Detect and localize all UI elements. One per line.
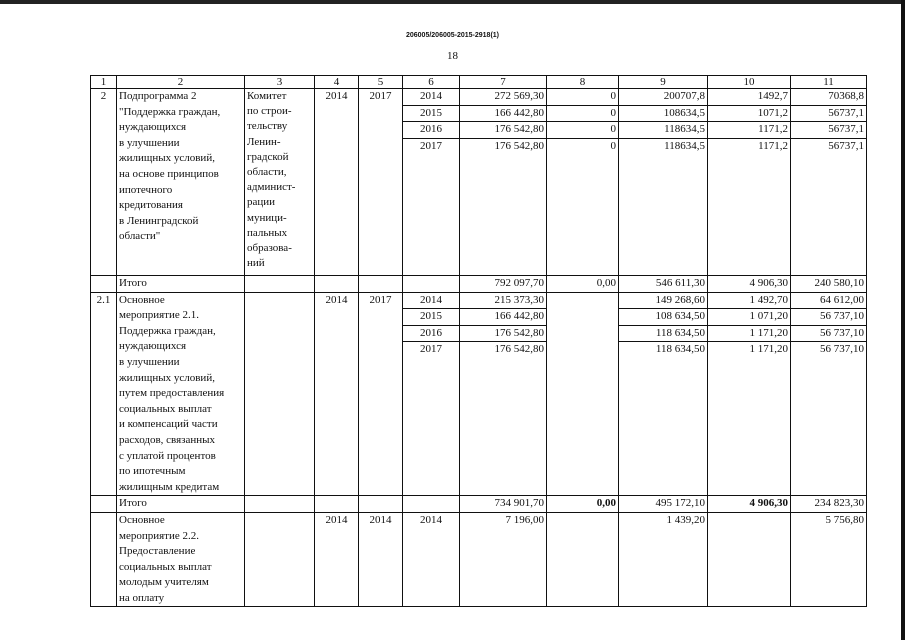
row-number: 2.1 bbox=[91, 292, 117, 496]
header-cell: 6 bbox=[403, 76, 460, 89]
total-amount: 4 906,30 bbox=[708, 496, 791, 513]
name-line: области" bbox=[119, 230, 161, 243]
total-row bbox=[91, 276, 867, 293]
total-amount: 0,00 bbox=[547, 276, 619, 293]
subprogram-name bbox=[117, 89, 245, 276]
amount: 64 612,00 bbox=[820, 293, 864, 306]
header-cell: 4 bbox=[315, 76, 359, 89]
col9-cell bbox=[619, 89, 708, 276]
amount: 166 442,80 bbox=[494, 310, 544, 323]
year: 2017 bbox=[420, 343, 442, 356]
col10-cell bbox=[708, 292, 791, 496]
header-cell: 1 bbox=[91, 76, 117, 89]
col10-cell bbox=[708, 89, 791, 276]
year: 2017 bbox=[420, 139, 442, 152]
executor-line: градской bbox=[247, 150, 289, 163]
name-line: нуждающихся bbox=[119, 340, 187, 353]
name-line: расходов, связанных bbox=[119, 433, 216, 446]
name-line: ипотечного bbox=[119, 183, 173, 196]
amount: 200707,8 bbox=[663, 90, 705, 102]
year: 2014 bbox=[403, 512, 460, 607]
header-cell: 2 bbox=[117, 76, 245, 89]
header-cell: 11 bbox=[791, 76, 867, 89]
amount: 1 492,70 bbox=[749, 293, 788, 306]
name-line: кредитования bbox=[119, 199, 183, 212]
year: 2014 bbox=[420, 90, 442, 102]
total-row bbox=[91, 496, 867, 513]
col11-cell bbox=[791, 89, 867, 276]
year: 2015 bbox=[420, 106, 442, 119]
total-amount: 734 901,70 bbox=[460, 496, 547, 513]
amount: 1171,2 bbox=[758, 139, 788, 152]
amount: 0 bbox=[610, 106, 616, 119]
name-line: в Ленинградской bbox=[119, 214, 199, 227]
executor-line: рации bbox=[247, 196, 276, 209]
amount: 1492,7 bbox=[757, 90, 788, 102]
scan-edge-right bbox=[901, 0, 905, 640]
name-line: на оплату bbox=[119, 591, 165, 604]
amount: 176 542,80 bbox=[494, 139, 544, 152]
amount: 1171,2 bbox=[758, 123, 788, 136]
year: 2015 bbox=[420, 310, 442, 323]
amount: 108634,5 bbox=[663, 106, 705, 119]
amount: 56737,1 bbox=[828, 106, 864, 119]
name-line: в улучшении bbox=[119, 355, 180, 368]
amount: 56 737,10 bbox=[820, 343, 864, 356]
years-cell bbox=[403, 292, 460, 496]
executor-line: Ленин- bbox=[247, 135, 281, 148]
executor-line: ний bbox=[247, 257, 265, 270]
row-number: 2 bbox=[91, 89, 117, 276]
header-cell: 9 bbox=[619, 76, 708, 89]
amount: 272 569,30 bbox=[494, 90, 544, 102]
amount: 0 bbox=[610, 123, 616, 136]
name-line: с уплатой процентов bbox=[119, 449, 216, 462]
start-year: 2014 bbox=[315, 512, 359, 607]
col11-cell bbox=[791, 292, 867, 496]
header-cell: 3 bbox=[245, 76, 315, 89]
document-id: 206005/206005-2015-2918(1) bbox=[405, 32, 500, 39]
total-amount: 4 906,30 bbox=[708, 276, 791, 293]
end-year: 2014 bbox=[359, 512, 403, 607]
amount: 56737,1 bbox=[828, 139, 864, 152]
year: 2016 bbox=[420, 123, 442, 136]
measure-name bbox=[117, 512, 245, 607]
name-line: жилищных условий, bbox=[119, 152, 215, 165]
amount: 7 196,00 bbox=[460, 512, 547, 607]
amount: 56737,1 bbox=[828, 123, 864, 136]
page-number: 18 bbox=[447, 50, 458, 62]
name-line: на основе принципов bbox=[119, 167, 219, 180]
amount: 118634,5 bbox=[664, 139, 705, 152]
amount: 176 542,80 bbox=[494, 123, 544, 136]
name-line: Основное bbox=[119, 513, 165, 526]
total-amount: 792 097,70 bbox=[460, 276, 547, 293]
amount: 5 756,80 bbox=[791, 512, 867, 607]
executor-line: админист- bbox=[247, 181, 296, 194]
name-line: социальных выплат bbox=[119, 402, 212, 415]
start-year: 2014 bbox=[315, 292, 359, 496]
total-amount: 546 611,30 bbox=[619, 276, 708, 293]
name-line: в улучшении bbox=[119, 136, 180, 149]
total-amount: 234 823,30 bbox=[791, 496, 867, 513]
amount: 176 542,80 bbox=[494, 343, 544, 356]
name-line: нуждающихся bbox=[119, 121, 187, 134]
year: 2016 bbox=[420, 326, 442, 339]
header-cell: 7 bbox=[460, 76, 547, 89]
name-line: жилищным кредитам bbox=[119, 480, 220, 493]
executor-line: по строи- bbox=[247, 105, 292, 118]
total-amount: 495 172,10 bbox=[619, 496, 708, 513]
amount: 70368,8 bbox=[828, 90, 864, 102]
name-line: жилищных условий, bbox=[119, 371, 215, 384]
amount: 118 634,50 bbox=[655, 326, 705, 339]
name-line: мероприятие 2.1. bbox=[119, 309, 200, 322]
amount: 215 373,30 bbox=[494, 293, 544, 306]
executor-line: муници- bbox=[247, 211, 287, 224]
col9-cell bbox=[619, 292, 708, 496]
scan-edge-top bbox=[0, 0, 905, 4]
name-line: Поддержка граждан, bbox=[119, 324, 216, 337]
amount: 166 442,80 bbox=[494, 106, 544, 119]
end-year: 2017 bbox=[359, 89, 403, 276]
end-year: 2017 bbox=[359, 292, 403, 496]
amount: 56 737,10 bbox=[820, 310, 864, 323]
executor-line: пальных bbox=[247, 226, 288, 239]
amount: 149 268,60 bbox=[655, 293, 705, 306]
amount: 0 bbox=[610, 139, 616, 152]
amount: 1 439,20 bbox=[619, 512, 708, 607]
year: 2014 bbox=[420, 293, 442, 306]
name-line: "Поддержка граждан, bbox=[119, 105, 221, 118]
amount: 176 542,80 bbox=[494, 326, 544, 339]
executor-line: области, bbox=[247, 166, 287, 179]
amount: 118634,5 bbox=[664, 123, 705, 136]
name-line: социальных выплат bbox=[119, 560, 212, 573]
amount: 118 634,50 bbox=[655, 343, 705, 356]
executor-line: Комитет bbox=[247, 90, 287, 102]
name-line: мероприятие 2.2. bbox=[119, 529, 200, 542]
amount: 0 bbox=[610, 90, 616, 102]
amount: 1 171,20 bbox=[749, 326, 788, 339]
measure-name bbox=[117, 292, 245, 496]
measure-row bbox=[91, 292, 867, 496]
name-line: молодым учителям bbox=[119, 576, 209, 589]
measure-row bbox=[91, 512, 867, 607]
col7-cell bbox=[460, 89, 547, 276]
name-line: Основное bbox=[119, 293, 165, 306]
amount: 56 737,10 bbox=[820, 326, 864, 339]
name-line: и компенсаций части bbox=[119, 418, 218, 431]
total-label: Итого bbox=[117, 276, 245, 293]
amount: 1 071,20 bbox=[749, 310, 788, 323]
col8-cell bbox=[547, 292, 619, 496]
name-line: путем предоставления bbox=[119, 387, 225, 400]
total-amount: 0,00 bbox=[547, 496, 619, 513]
header-row bbox=[91, 76, 867, 89]
amount: 1 171,20 bbox=[749, 343, 788, 356]
header-cell: 5 bbox=[359, 76, 403, 89]
name-line: Подпрограмма 2 bbox=[119, 90, 197, 102]
executor bbox=[245, 89, 315, 276]
col7-cell bbox=[460, 292, 547, 496]
header-cell: 8 bbox=[547, 76, 619, 89]
amount: 1071,2 bbox=[757, 106, 788, 119]
header-cell: 10 bbox=[708, 76, 791, 89]
total-label: Итого bbox=[117, 496, 245, 513]
executor-line: образова- bbox=[247, 242, 292, 255]
name-line: Предоставление bbox=[119, 545, 196, 558]
executor-line: тельству bbox=[247, 120, 288, 133]
total-amount: 240 580,10 bbox=[791, 276, 867, 293]
start-year: 2014 bbox=[315, 89, 359, 276]
subprogram-row bbox=[91, 89, 867, 276]
name-line: по ипотечным bbox=[119, 465, 186, 478]
program-table bbox=[90, 75, 867, 607]
col8-cell bbox=[547, 89, 619, 276]
amount: 108 634,50 bbox=[655, 310, 705, 323]
years-cell bbox=[403, 89, 460, 276]
